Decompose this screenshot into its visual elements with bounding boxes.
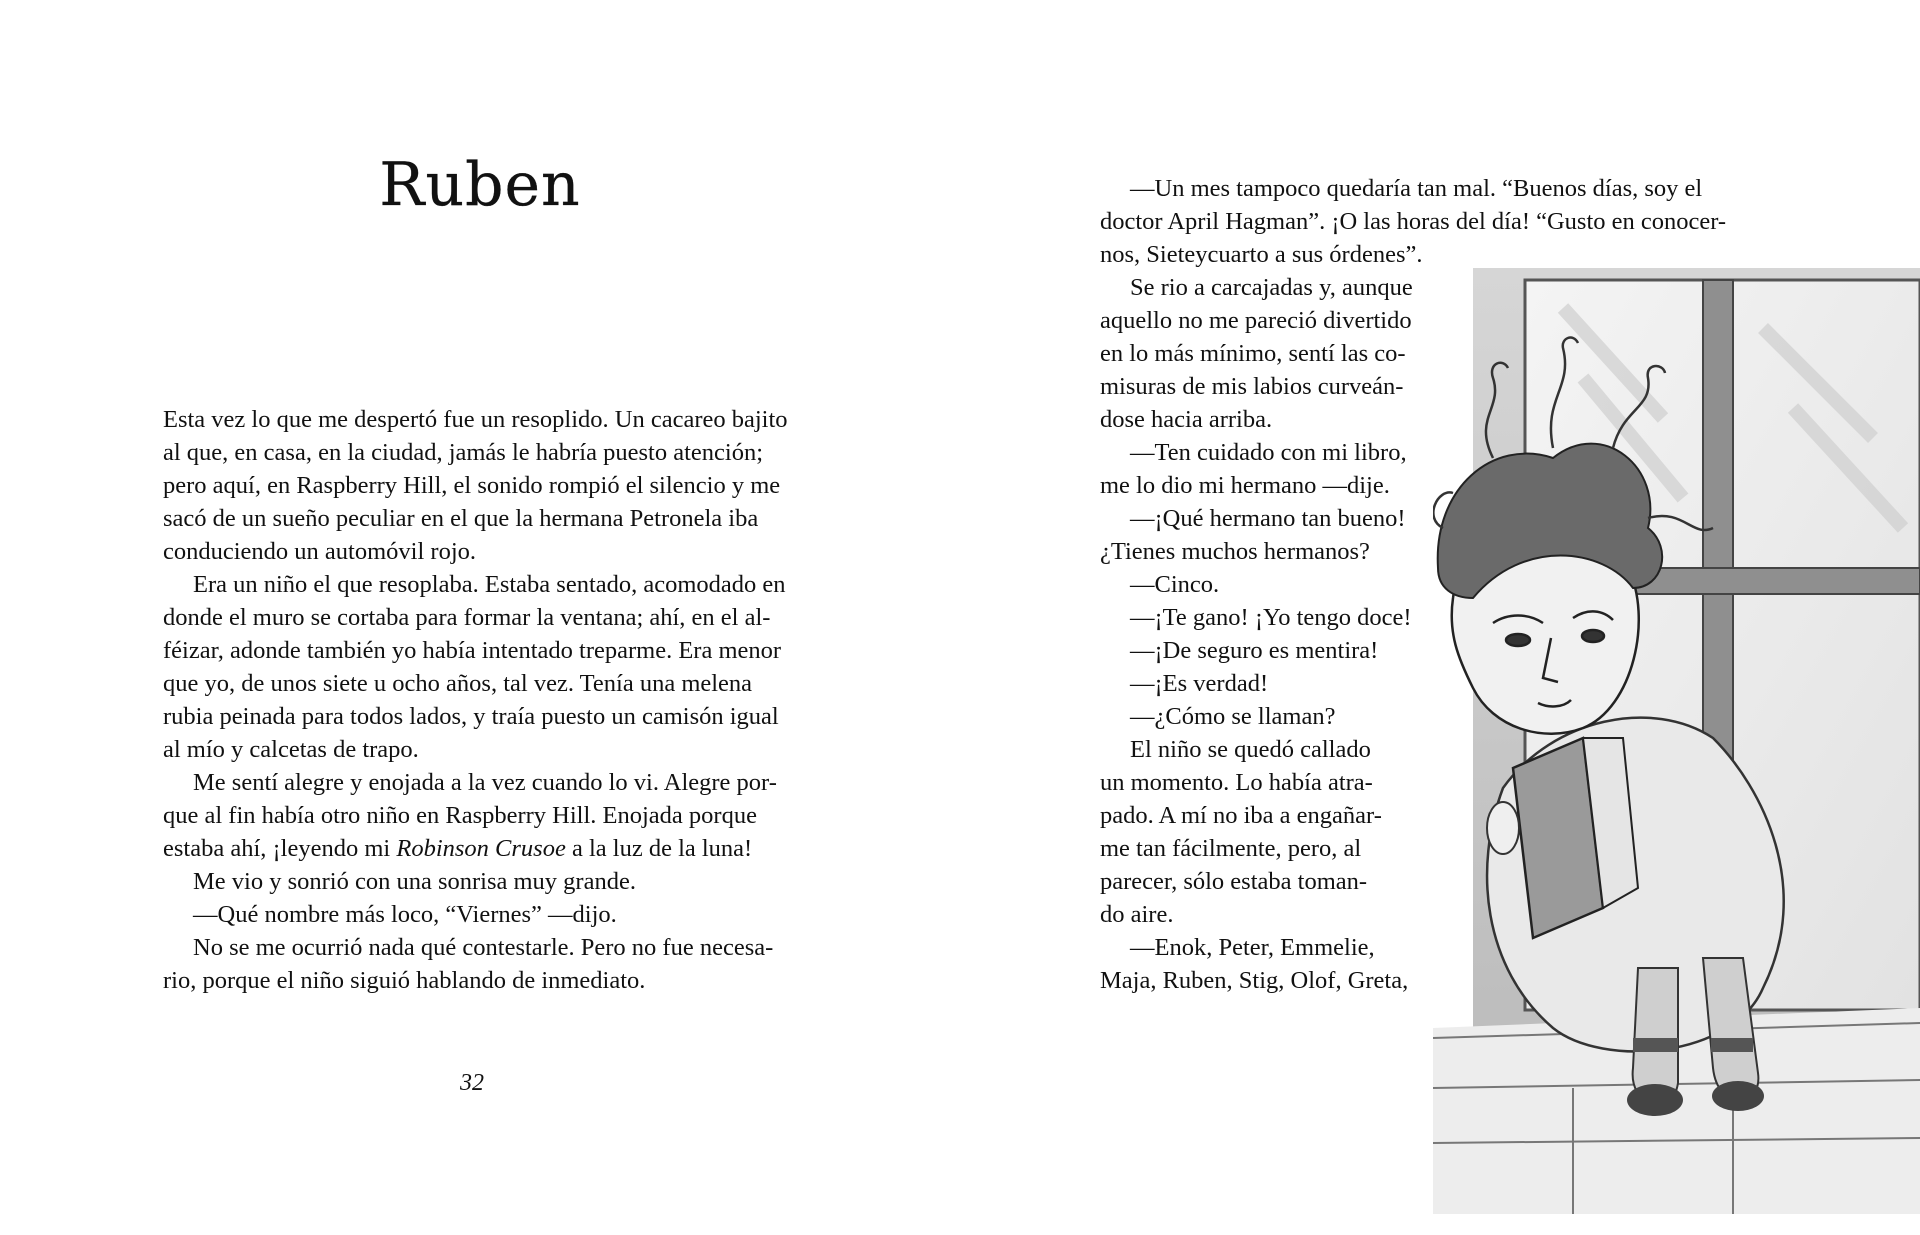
hand bbox=[1487, 802, 1519, 854]
text-line: un momento. Lo había atra- bbox=[1100, 769, 1373, 796]
text-line: estaba ahí, ¡leyendo mi bbox=[163, 835, 397, 862]
text-line: —Qué nombre más loco, “Viernes” —dijo. bbox=[193, 901, 617, 928]
text-line: aquello no me pareció divertido bbox=[1100, 307, 1412, 334]
paragraph bbox=[1100, 601, 1432, 634]
text-line: —¡Es verdad! bbox=[1130, 670, 1269, 697]
paragraph bbox=[1100, 733, 1432, 931]
paragraph bbox=[1100, 436, 1432, 502]
text-line: Era un niño el que resoplaba. Estaba sentado, acomodado en bbox=[193, 571, 786, 598]
text-line: El niño se quedó callado bbox=[1130, 736, 1371, 763]
text-line: Me sentí alegre y enojada a la vez cuando lo vi. Alegre por- bbox=[193, 769, 777, 796]
text-line: Esta vez lo que me despertó fue un resoplido. Un cacareo bajito bbox=[163, 406, 788, 433]
text-line: pado. A mí no iba a engañar- bbox=[1100, 802, 1382, 829]
text-line: ¿Tienes muchos hermanos? bbox=[1100, 538, 1370, 565]
text-line: —Ten cuidado con mi libro, bbox=[1130, 439, 1407, 466]
page-number: 32 bbox=[460, 1070, 484, 1096]
text-line: —¡De seguro es mentira! bbox=[1130, 637, 1379, 664]
text-line: sacó de un sueño peculiar en el que la hermana Petronela iba bbox=[163, 505, 759, 532]
text-line: al que, en casa, en la ciudad, jamás le habría puesto atención; bbox=[163, 439, 763, 466]
right-page-column-text bbox=[1100, 271, 1432, 997]
paragraph bbox=[1100, 271, 1432, 436]
text-line: al mío y calcetas de trapo. bbox=[163, 736, 419, 763]
text-line: que yo, de unos siete u ocho años, tal vez. Tenía una melena bbox=[163, 670, 753, 697]
right-page bbox=[960, 0, 1920, 1235]
text-line: rio, porque el niño siguió hablando de inmediato. bbox=[163, 967, 646, 994]
paragraph bbox=[163, 865, 803, 898]
text-line: conduciendo un automóvil rojo. bbox=[163, 538, 476, 565]
paragraph bbox=[1100, 700, 1432, 733]
paragraph bbox=[163, 931, 803, 997]
paragraph bbox=[1100, 568, 1432, 601]
text-line: que al fin había otro niño en Raspberry Hill. Enojada porque bbox=[163, 802, 757, 829]
text-line: parecer, sólo estaba toman- bbox=[1100, 868, 1368, 895]
text-line: dose hacia arriba. bbox=[1100, 406, 1273, 433]
text-line: misuras de mis labios curveán- bbox=[1100, 373, 1404, 400]
boy-reading-illustration bbox=[1433, 268, 1920, 1214]
text-line: Me vio y sonrió con una sonrisa muy grande. bbox=[193, 868, 636, 895]
right-page-top-text bbox=[1100, 172, 1742, 271]
text-line: Maja, Ruben, Stig, Olof, Greta, bbox=[1100, 967, 1409, 994]
text-line: —Un mes tampoco quedaría tan mal. “Buenos días, soy el bbox=[1130, 175, 1703, 202]
paragraph bbox=[163, 898, 803, 931]
left-page-text bbox=[163, 403, 803, 997]
text-line: a la luz de la luna! bbox=[565, 835, 753, 862]
paragraph bbox=[1100, 667, 1432, 700]
text-line: nos, Sieteycuarto a sus órdenes”. bbox=[1100, 241, 1423, 268]
paragraph bbox=[163, 403, 803, 568]
text-line: —¡Qué hermano tan bueno! bbox=[1130, 505, 1406, 532]
text-line: féizar, adonde también yo había intentado treparme. Era menor bbox=[163, 637, 782, 664]
text-line: donde el muro se cortaba para formar la ventana; ahí, en el al- bbox=[163, 604, 771, 631]
text-line: —¡Te gano! ¡Yo tengo doce! bbox=[1130, 604, 1412, 631]
chapter-title: Ruben bbox=[379, 150, 581, 220]
paragraph bbox=[163, 568, 803, 766]
text-line: me tan fácilmente, pero, al bbox=[1100, 835, 1362, 862]
text-line: —¿Cómo se llaman? bbox=[1130, 703, 1336, 730]
text-line: en lo más mínimo, sentí las co- bbox=[1100, 340, 1406, 367]
text-line: me lo dio mi hermano —dije. bbox=[1100, 472, 1390, 499]
text-line: doctor April Hagman”. ¡O las horas del día! “Gusto en conocer- bbox=[1100, 208, 1727, 235]
text-line: —Cinco. bbox=[1130, 571, 1220, 598]
paragraph bbox=[1100, 502, 1432, 568]
paragraph bbox=[1100, 634, 1432, 667]
text-line: Se rio a carcajadas y, aunque bbox=[1130, 274, 1413, 301]
book-title: Robinson Crusoe bbox=[396, 835, 566, 862]
paragraph bbox=[1100, 172, 1742, 271]
text-line: rubia peinada para todos lados, y traía puesto un camisón igual bbox=[163, 703, 779, 730]
paragraph bbox=[1100, 931, 1432, 997]
text-line: pero aquí, en Raspberry Hill, el sonido rompió el silencio y me bbox=[163, 472, 781, 499]
paragraph bbox=[163, 766, 803, 865]
text-line: —Enok, Peter, Emmelie, bbox=[1130, 934, 1375, 961]
text-line: do aire. bbox=[1100, 901, 1174, 928]
text-line: No se me ocurrió nada qué contestarle. Pero no fue necesa- bbox=[193, 934, 774, 961]
